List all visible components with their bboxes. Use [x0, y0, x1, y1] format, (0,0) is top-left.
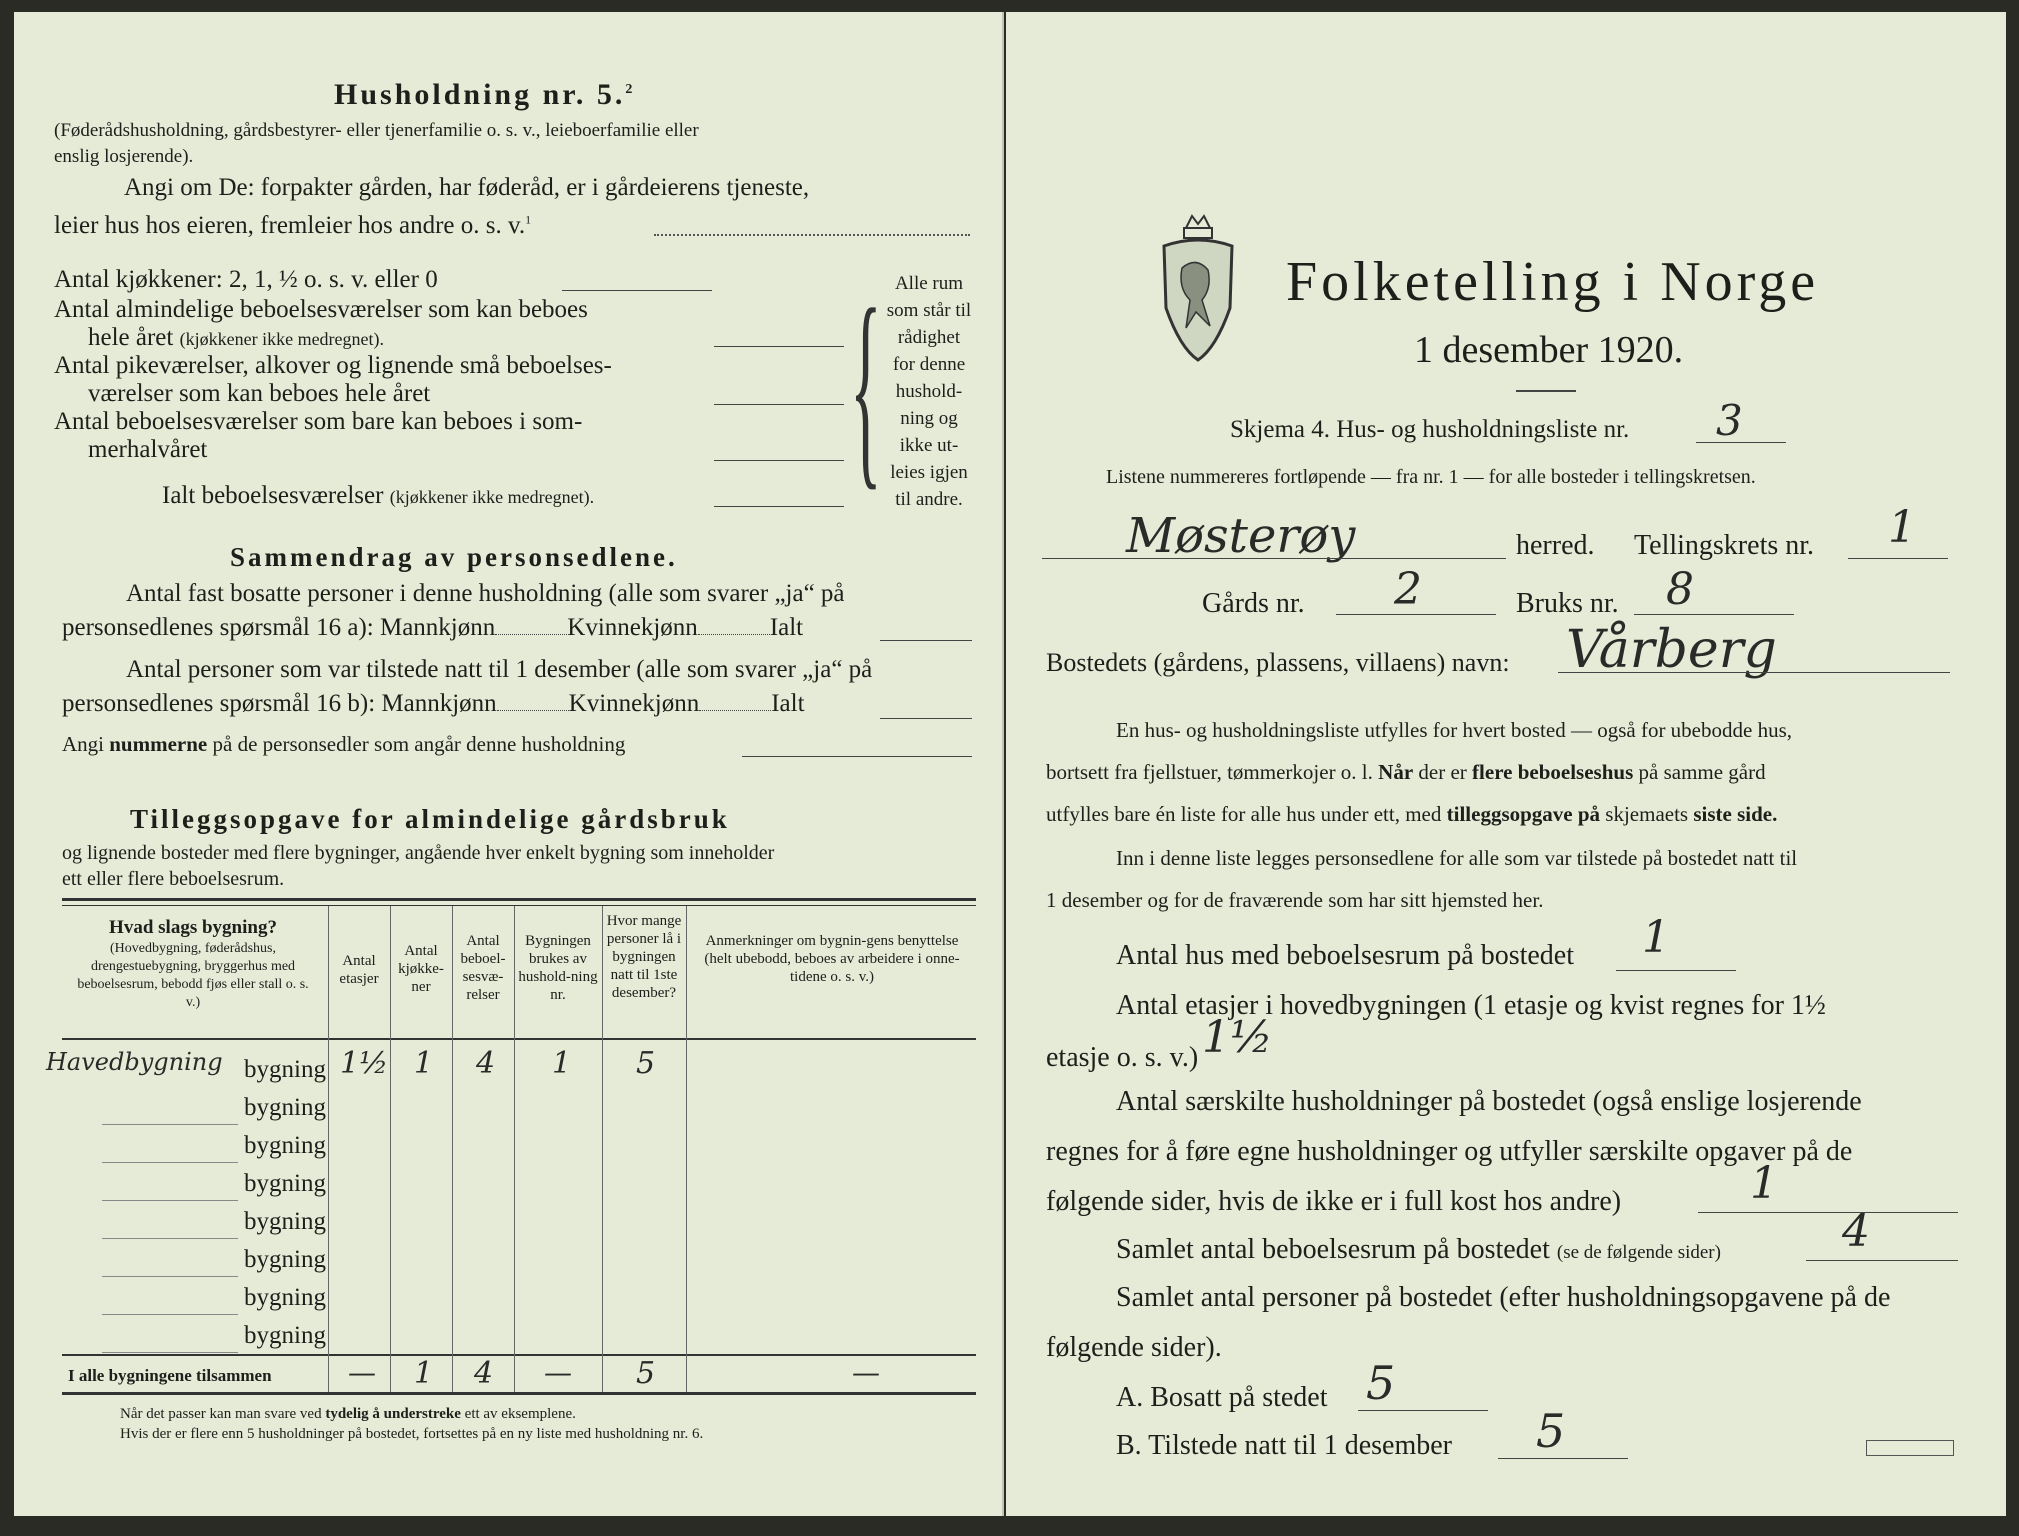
saerskilte-line: [1698, 1212, 1958, 1213]
bosatt-value[interactable]: 5: [1366, 1356, 1396, 1410]
main-title: Folketelling i Norge: [1286, 251, 1820, 313]
skjema-line: [1696, 442, 1786, 443]
gards-line: [1336, 614, 1496, 615]
angi-nummerne: Angi nummerne på de personsedler som angår denne husholdning: [62, 732, 626, 756]
gards-value[interactable]: 2: [1394, 564, 1422, 615]
tilstede-value[interactable]: 5: [1536, 1404, 1566, 1458]
sommer-label-2: merhalvåret: [88, 436, 208, 463]
tellingskrets-label: Tellingskrets nr.: [1634, 530, 1815, 561]
total-anm[interactable]: —: [852, 1356, 880, 1389]
ialt-label: Ialt beboelsesværelser (kjøkkener ikke medregnet).: [162, 482, 595, 509]
footnote-2: Hvis der er flere enn 5 husholdninger på bostedet, fortsettes på en ny liste med husholdning nr. 6.: [120, 1426, 704, 1442]
tillegg-sub: og lignende bosteder med flere bygninger, angående hver enkelt bygning som inneholder: [62, 842, 775, 864]
instr1-l2: bortsett fra fjellstuer, tømmerkojer o. l. Når der er flere beboelseshus på samme gård: [1046, 760, 1766, 784]
col-kjokkener-header: Antal kjøkke-ner: [398, 943, 444, 995]
instr2-l2: 1 desember og for de fraværende som har sitt hjemsted her.: [1046, 888, 1544, 912]
nummerne-line[interactable]: [742, 756, 972, 757]
bosted-label: Bostedets (gårdens, plassens, villaens) navn:: [1046, 648, 1510, 677]
row7-label: bygning: [244, 1284, 326, 1311]
instr2-l1: Inn i denne liste legges personsedlene for alle som var tilstede på bostedet natt til: [1116, 846, 1798, 870]
herred-label: herred.: [1516, 530, 1595, 561]
col-hush-header: Bygningen brukes av hushold-ning nr.: [518, 933, 598, 1003]
ialt-b-line[interactable]: [880, 718, 972, 719]
herred-line: [1042, 558, 1506, 559]
col-etasjer-header: Antal etasjer: [339, 953, 379, 987]
printer-stamp: [1866, 1440, 1954, 1456]
tilstede-label: B. Tilstede natt til 1 desember: [1116, 1430, 1452, 1461]
left-page: [14, 12, 1004, 1516]
alm-label: Antal almindelige beboelsesværelser som kan beboes: [54, 296, 588, 323]
col-personer-header: Hvor mange personer lå i bygningen natt til 1ste desember?: [606, 913, 682, 1001]
row8-line[interactable]: [102, 1352, 238, 1353]
row2-line[interactable]: [102, 1124, 238, 1125]
sammendrag-p1: Antal fast bosatte personer i denne husholdning (alle som svarer „ja“ på: [126, 580, 845, 607]
samlet-pers-l2: følgende sider).: [1046, 1332, 1222, 1363]
pike-label-2: værelser som kan beboes hele året: [88, 380, 431, 407]
row7-line[interactable]: [102, 1314, 238, 1315]
tillegg-title: Tilleggsopgave for almindelige gårdsbruk: [130, 804, 730, 834]
row1-vaerelser[interactable]: 4: [476, 1046, 496, 1081]
etasjer-l2: etasje o. s. v.): [1046, 1042, 1199, 1073]
bosatt-label: A. Bosatt på stedet: [1116, 1382, 1328, 1413]
row1-etasjer[interactable]: 1½: [340, 1046, 389, 1081]
row4-label: bygning: [244, 1170, 326, 1197]
total-vaerelser[interactable]: 4: [474, 1356, 494, 1391]
bruks-value[interactable]: 8: [1666, 564, 1694, 615]
sammendrag-p2-2: personsedlenes spørsmål 16 b): Mannkjønn Kvinnekjønn Ialt: [62, 690, 805, 717]
brace: {: [850, 264, 882, 508]
row3-line[interactable]: [102, 1162, 238, 1163]
row1-type[interactable]: Havedbygning: [46, 1048, 223, 1076]
antal-hus-label: Antal hus med beboelsesrum på bostedet: [1116, 940, 1575, 971]
samlet-pers-l1: Samlet antal personer på bostedet (efter husholdningsopgavene på de: [1116, 1282, 1891, 1313]
antal-hus-value[interactable]: 1: [1642, 912, 1670, 963]
pike-line[interactable]: [714, 404, 844, 405]
herred-value[interactable]: Møsterøy: [1126, 508, 1356, 564]
etasjer-value[interactable]: 1½: [1202, 1012, 1273, 1063]
title-rule: [1516, 390, 1576, 392]
pike-label: Antal pikeværelser, alkover og lignende små beboelses-: [54, 352, 612, 379]
skjema-label: Skjema 4. Hus- og husholdningsliste nr.: [1230, 416, 1630, 443]
col-vaerelser-header: Antal beboel-sesvæ-relser: [460, 933, 506, 1003]
saerskilte-l2: regnes for å føre egne husholdninger og utfyller særskilte opgaver på de: [1046, 1136, 1853, 1167]
sommer-line[interactable]: [714, 460, 844, 461]
alm-line[interactable]: [714, 346, 844, 347]
row1-personer[interactable]: 5: [636, 1046, 656, 1081]
household-note-2: enslig losjerende).: [54, 146, 194, 167]
household-note: (Føderådshusholdning, gårdsbestyrer- eller tjenerfamilie o. s. v., leieboerfamilie eller: [54, 120, 699, 141]
tellingskrets-line: [1848, 558, 1948, 559]
alm-label-2: hele året (kjøkkener ikke medregnet).: [88, 324, 385, 351]
listene-note: Listene nummereres fortløpende — fra nr. 1 — for alle bosteder i tellingskretsen.: [1106, 466, 1756, 488]
total-label: I alle bygningene tilsammen: [68, 1366, 272, 1385]
right-page: [1006, 12, 2006, 1516]
angi-answer-line[interactable]: [654, 234, 970, 236]
total-hush[interactable]: —: [544, 1356, 572, 1389]
row6-line[interactable]: [102, 1276, 238, 1277]
saerskilte-l3: følgende sider, hvis de ikke er i full kost hos andre): [1046, 1186, 1622, 1217]
row2-label: bygning: [244, 1094, 326, 1121]
sommer-label: Antal beboelsesværelser som bare kan beboes i som-: [54, 408, 583, 435]
row8-label: bygning: [244, 1322, 326, 1349]
samlet-rum-label: Samlet antal beboelsesrum på bostedet (se de følgende sider): [1116, 1234, 1721, 1265]
angi-text-2: leier hus hos eieren, fremleier hos andre o. s. v.$^1$: [54, 212, 532, 239]
row6-label: bygning: [244, 1246, 326, 1273]
row3-label: bygning: [244, 1132, 326, 1159]
saerskilte-l1: Antal særskilte husholdninger på bostedet (også enslige losjerende: [1116, 1086, 1862, 1117]
row1-label: bygning: [244, 1056, 326, 1083]
saerskilte-value[interactable]: 1: [1750, 1158, 1778, 1209]
kjokkener-line[interactable]: [562, 290, 712, 291]
angi-text: Angi om De: forpakter gården, har føderåd, er i gårdeierens tjeneste,: [124, 174, 810, 201]
tellingskrets-value[interactable]: 1: [1888, 502, 1916, 553]
gards-label: Gårds nr.: [1202, 588, 1305, 619]
kjokkener-label: Antal kjøkkener: 2, 1, ½ o. s. v. eller 0: [54, 266, 438, 293]
census-date: 1 desember 1920.: [1414, 329, 1684, 371]
instr1-l1: En hus- og husholdningsliste utfylles for hvert bosted — også for ubebodde hus,: [1116, 718, 1792, 742]
building-table: [46, 898, 976, 1396]
bruks-line: [1634, 614, 1794, 615]
row4-line[interactable]: [102, 1200, 238, 1201]
sammendrag-p2: Antal personer som var tilstede natt til 1 desember (alle som svarer „ja“ på: [126, 656, 873, 683]
ialt-line[interactable]: [714, 506, 844, 507]
bosatt-line: [1358, 1410, 1488, 1411]
ialt-a-line[interactable]: [880, 640, 972, 641]
col-type-header: Hvad slags bygning? (Hovedbygning, føderådshus, drengestuebygning, bryggerhus med beboelsesrum, bebodd fjøs eller stall o. s. v.): [77, 917, 309, 1010]
tilstede-line: [1498, 1458, 1628, 1459]
samlet-rum-line: [1806, 1260, 1958, 1261]
bosted-value[interactable]: Vårberg: [1566, 620, 1777, 680]
row5-line[interactable]: [102, 1238, 238, 1239]
bruks-label: Bruks nr.: [1516, 588, 1619, 619]
skjema-nr[interactable]: 3: [1716, 396, 1743, 445]
row1-kjokkener[interactable]: 1: [414, 1046, 434, 1081]
samlet-rum-value[interactable]: 4: [1842, 1206, 1870, 1257]
sammendrag-title: Sammendrag av personsedlene.: [230, 542, 678, 572]
footnote-1: Når det passer kan man svare ved tydelig å understreke ett av eksemplene.: [120, 1406, 576, 1422]
household-title: Husholdning nr. 5.$^2$: [334, 78, 636, 111]
total-etasjer[interactable]: —: [348, 1356, 376, 1389]
etasjer-l1: Antal etasjer i hovedbygningen (1 etasje og kvist regnes for 1½: [1116, 990, 1826, 1021]
row1-hush[interactable]: 1: [552, 1046, 572, 1081]
antal-hus-line: [1616, 970, 1736, 971]
col-anm-header: Anmerkninger om bygnin-gens benyttelse (helt ubebodd, beboes av arbeidere i onne-tidene o. s. v.): [704, 933, 960, 985]
brace-note: Alle rum som står til rådighet for denne hushold- ning og ikke ut- leies igjen til andre.: [886, 273, 972, 510]
total-personer[interactable]: 5: [636, 1356, 656, 1391]
total-kjokkener[interactable]: 1: [414, 1356, 434, 1391]
instr1-l3: utfylles bare én liste for alle hus under ett, med tilleggsopgave på skjemaets siste side.: [1046, 802, 1778, 826]
bosted-line: [1558, 672, 1950, 673]
sammendrag-p1-2: personsedlenes spørsmål 16 a): Mannkjønn Kvinnekjønn Ialt: [62, 614, 804, 641]
coat-of-arms-icon: [1156, 208, 1240, 366]
tillegg-sub-2: ett eller flere beboelsesrum.: [62, 868, 285, 890]
row5-label: bygning: [244, 1208, 326, 1235]
